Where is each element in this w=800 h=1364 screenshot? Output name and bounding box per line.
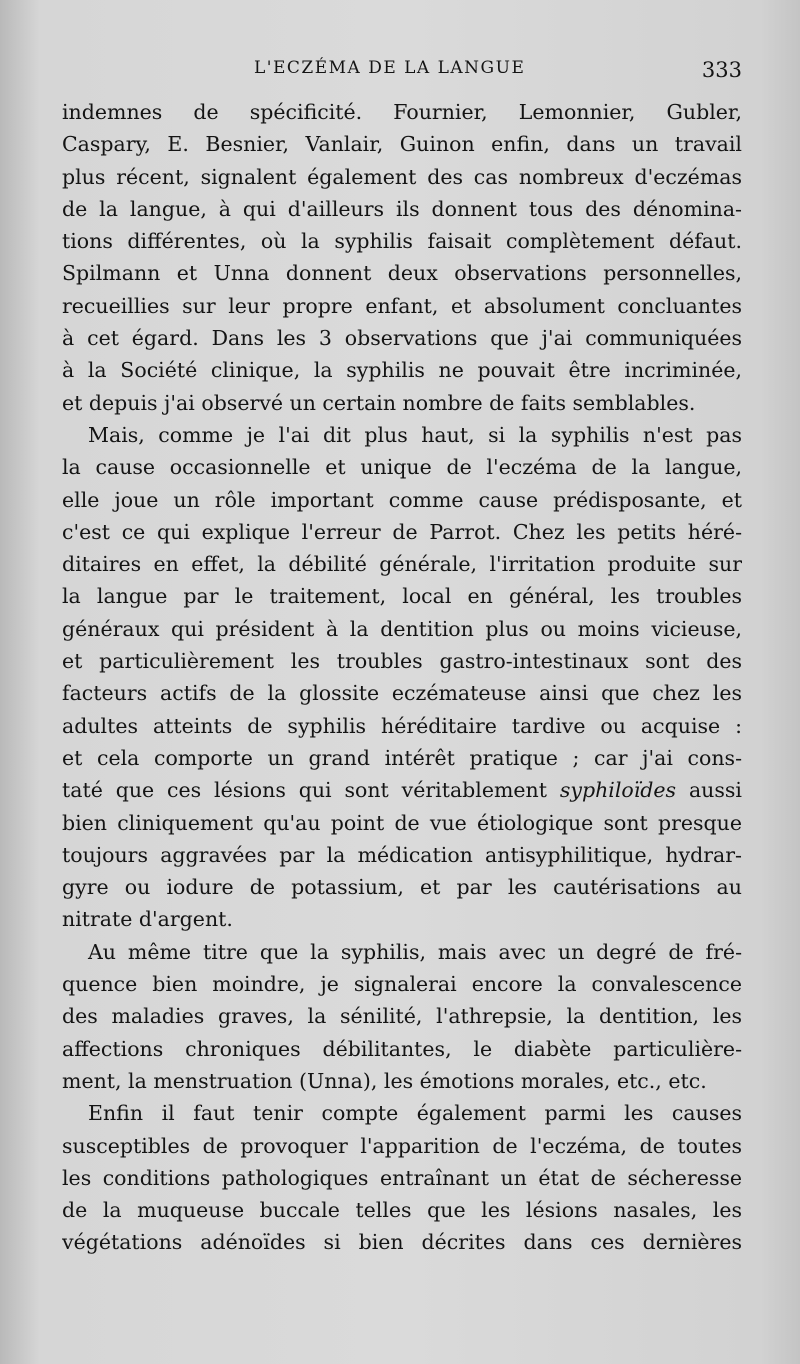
text-line: ditaires en effet, la débilité générale, l'irritation produite sur: [62, 552, 742, 577]
text-line: Mais, comme je l'ai dit plus haut, si la syphilis n'est pas: [88, 422, 742, 447]
running-title: L'ECZÉMA DE LA LANGUE: [254, 58, 526, 78]
italic-word: syphiloïdes: [559, 778, 677, 803]
text-line: quence bien moindre, je signalerai encore la convalescence: [62, 972, 742, 997]
text-line: végétations adénoïdes si bien décrites dans ces dernières: [62, 1230, 742, 1255]
text-line: facteurs actifs de la glossite eczémateuse ainsi que chez les: [62, 681, 742, 706]
text-line: généraux qui président à la dentition plus ou moins vicieuse,: [62, 616, 742, 641]
text-line: adultes atteints de syphilis héréditaire tardive ou acquise :: [62, 713, 742, 738]
text-line: toujours aggravées par la médication antisyphilitique, hydrar-: [62, 842, 742, 867]
text-line: les conditions pathologiques entraînant un état de sécheresse: [62, 1165, 742, 1190]
text-line: à la Société clinique, la syphilis ne pouvait être incriminée,: [62, 358, 742, 383]
text-line: ment, la menstruation (Unna), les émotions morales, etc., etc.: [62, 1068, 707, 1093]
text-line: de la muqueuse buccale telles que les lésions nasales, les: [62, 1198, 742, 1223]
body-text: [62, 96, 742, 1259]
text-line: Enfin il faut tenir compte également parmi les causes: [88, 1101, 742, 1126]
text-line: tions différentes, où la syphilis faisait complètement défaut.: [62, 229, 742, 254]
text-line: bien cliniquement qu'au point de vue étiologique sont presque: [62, 810, 742, 835]
text-line: la cause occasionnelle et unique de l'eczéma de la langue,: [62, 455, 742, 480]
text-line: nitrate d'argent.: [62, 907, 233, 932]
text-line: gyre ou iodure de potassium, et par les cautérisations au: [62, 875, 742, 900]
text-line: Spilmann et Unna donnent deux observations personnelles,: [62, 261, 742, 286]
text-line: indemnes de spécificité. Fournier, Lemonnier, Gubler,: [62, 100, 742, 124]
text-line: affections chroniques débilitantes, le diabète particulière-: [62, 1036, 742, 1061]
text-line: de la langue, à qui d'ailleurs ils donnent tous des dénomina-: [62, 196, 742, 221]
text-line: à cet égard. Dans les 3 observations que j'ai communiquées: [62, 326, 742, 351]
text-line: recueillies sur leur propre enfant, et absolument concluantes: [62, 293, 742, 318]
text-line: Caspary, E. Besnier, Vanlair, Guinon enfin, dans un travail: [62, 132, 742, 157]
text-line: Au même titre que la syphilis, mais avec un degré de fré-: [88, 939, 742, 964]
page-number: 333: [701, 58, 742, 82]
text-line: et cela comporte un grand intérêt pratique ; car j'ai cons-: [62, 745, 742, 770]
text-line: susceptibles de provoquer l'apparition de l'eczéma, de toutes: [62, 1133, 742, 1158]
text-line: la langue par le traitement, local en général, les troubles: [62, 584, 742, 609]
text-line: elle joue un rôle important comme cause prédisposante, et: [62, 487, 742, 512]
text-line: plus récent, signalent également des cas nombreux d'eczémas: [62, 164, 742, 189]
text-segment: aussi: [688, 778, 742, 803]
text-line-with-italic: [62, 774, 742, 806]
running-head: [62, 58, 742, 88]
text-line: et depuis j'ai observé un certain nombre de faits semblables.: [62, 390, 696, 415]
text-line: des maladies graves, la sénilité, l'athrepsie, la dentition, les: [62, 1004, 742, 1029]
text-line: c'est ce qui explique l'erreur de Parrot. Chez les petits héré-: [62, 519, 742, 544]
text-segment: taté que ces lésions qui sont véritablement: [62, 778, 547, 803]
text-line: et particulièrement les troubles gastro-intestinaux sont des: [62, 649, 742, 674]
